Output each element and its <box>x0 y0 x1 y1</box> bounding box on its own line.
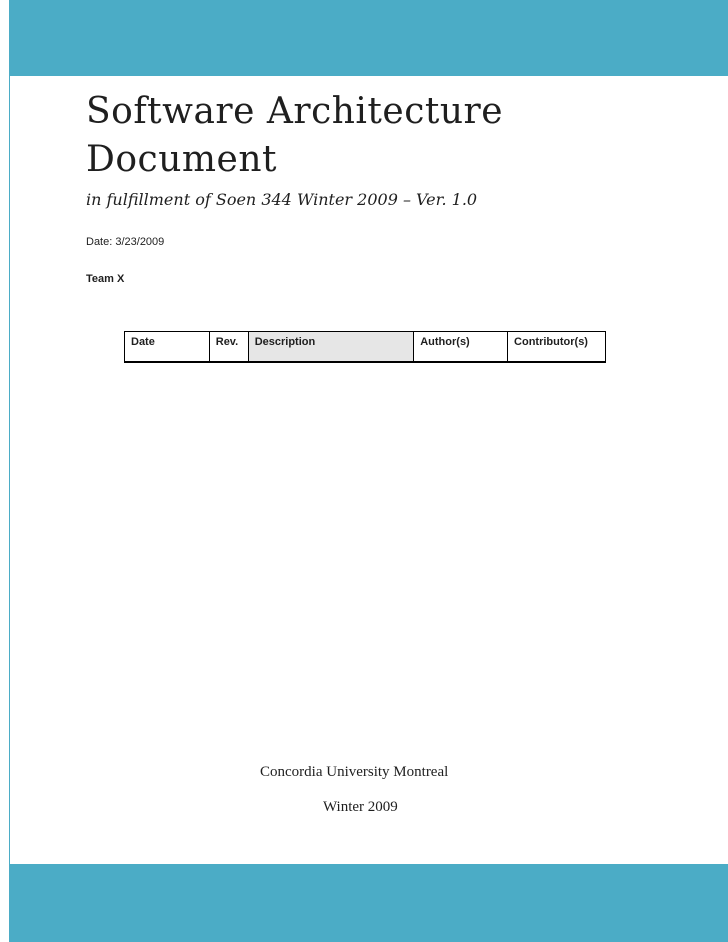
team-name: Team X <box>86 273 125 285</box>
document-title <box>86 88 503 184</box>
revision-table-header-row <box>125 332 606 362</box>
document-date: Date: 3/23/2009 <box>86 236 165 248</box>
header-rev: Rev. <box>209 332 248 362</box>
top-accent-band <box>9 0 728 76</box>
left-border-rule <box>9 76 10 864</box>
header-date: Date <box>125 332 210 362</box>
header-authors: Author(s) <box>414 332 508 362</box>
revision-history-table <box>124 331 606 363</box>
header-contributors: Contributor(s) <box>508 332 606 362</box>
institution-name: Concordia University Montreal <box>260 764 449 780</box>
document-subtitle: in fulfillment of Soen 344 Winter 2009 – Ver. 1.0 <box>86 190 478 209</box>
title-line-1: Software Architecture <box>86 91 504 132</box>
term-label: Winter 2009 <box>323 799 398 815</box>
title-line-2: Document <box>86 139 277 180</box>
header-description: Description <box>248 332 414 362</box>
bottom-accent-band <box>9 864 728 942</box>
